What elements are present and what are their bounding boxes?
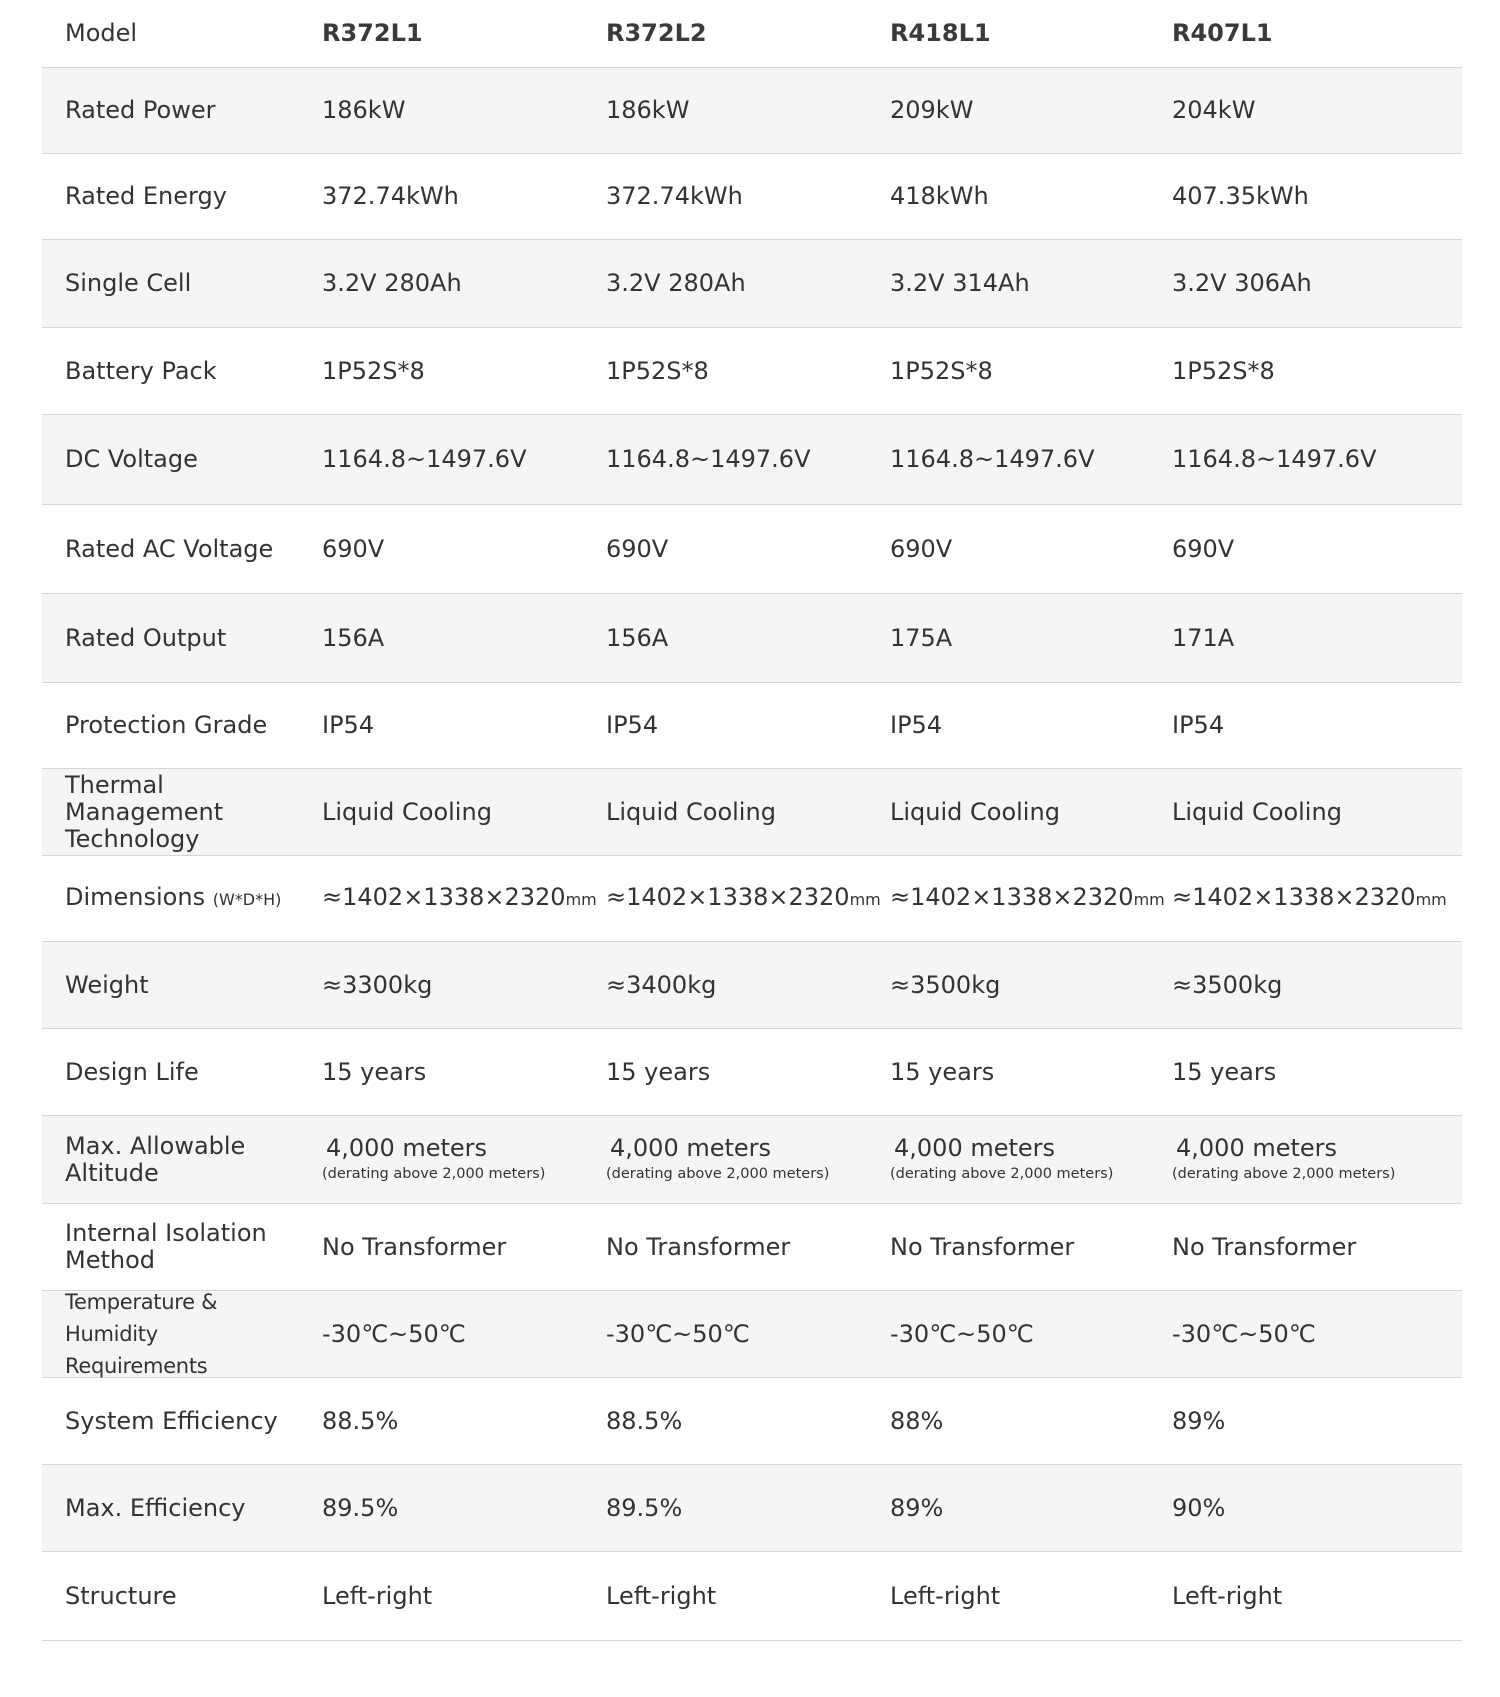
row-label: Rated Power (65, 96, 216, 124)
table-row (42, 1116, 1462, 1204)
cell-value: 4,000 meters (894, 1134, 1056, 1162)
row-label: Thermal Management Technology (65, 770, 224, 853)
cell-value: ≈3500kg (890, 970, 1001, 999)
cell-value: IP54 (1172, 711, 1225, 739)
row-label: Rated Energy (65, 182, 227, 210)
cell-value: 88% (890, 1406, 944, 1435)
row-label: Max. Allowable Altitude (65, 1131, 246, 1187)
row-label-cell (42, 884, 322, 913)
cell-value: -30℃~50℃ (1172, 1319, 1316, 1348)
table-row (42, 1465, 1462, 1552)
cell-value: 4,000 meters (1176, 1134, 1338, 1162)
unit-label: mm (849, 890, 881, 909)
cell-value-wrap (1172, 1135, 1462, 1184)
cell-value: 3.2V 314Ah (890, 269, 1030, 297)
cell-value: IP54 (890, 711, 943, 739)
table-row (42, 240, 1462, 328)
table-row (42, 328, 1462, 415)
table-row (42, 1552, 1462, 1641)
cell-value: 3.2V 306Ah (1172, 269, 1312, 297)
cell-value-wrap (890, 884, 1172, 913)
cell-value: Left-right (606, 1581, 717, 1610)
row-label: Design Life (65, 1057, 199, 1086)
row-label: Structure (65, 1581, 177, 1610)
cell-value: 372.74kWh (606, 182, 743, 210)
row-label: Single Cell (65, 269, 192, 297)
cell-value: 89.5% (322, 1493, 399, 1522)
cell-value: 204kW (1172, 96, 1256, 124)
cell-value: Liquid Cooling (322, 797, 492, 826)
cell-value: 171A (1172, 623, 1235, 652)
table-row (42, 415, 1462, 505)
cell-value: 4,000 meters (326, 1134, 488, 1162)
cell-value: ≈3300kg (322, 970, 433, 999)
table-row (42, 1029, 1462, 1116)
cell-value-wrap (606, 884, 890, 913)
cell-value-wrap (1172, 884, 1462, 913)
cell-value: 690V (890, 534, 953, 563)
cell-value: ≈1402×1338×2320 (606, 883, 850, 911)
cell-value: ≈3400kg (606, 970, 717, 999)
row-label: System Efficiency (65, 1406, 278, 1435)
unit-label: mm (1133, 890, 1165, 909)
table-row (42, 1291, 1462, 1378)
row-label: Rated Output (65, 623, 227, 652)
cell-value: 15 years (606, 1057, 711, 1086)
cell-value: 1P52S*8 (322, 356, 425, 385)
cell-value: 690V (1172, 534, 1235, 563)
cell-value: 1164.8~1497.6V (890, 445, 1095, 473)
cell-value: 1P52S*8 (606, 356, 709, 385)
table-row (42, 154, 1462, 240)
cell-value: 372.74kWh (322, 182, 459, 210)
table-row (42, 594, 1462, 683)
cell-value: 90% (1172, 1493, 1226, 1522)
table-row (42, 769, 1462, 856)
cell-value-wrap (606, 1135, 890, 1184)
cell-value: 418kWh (890, 182, 989, 210)
cell-value: 407.35kWh (1172, 182, 1309, 210)
cell-value: Left-right (890, 1581, 1001, 1610)
cell-value: 3.2V 280Ah (606, 269, 746, 297)
cell-value: Liquid Cooling (890, 797, 1060, 826)
cell-value: No Transformer (890, 1232, 1075, 1261)
cell-value: 1164.8~1497.6V (322, 445, 527, 473)
table-row (42, 505, 1462, 594)
cell-note: (derating above 2,000 meters) (322, 1166, 546, 1182)
cell-value: No Transformer (1172, 1232, 1357, 1261)
cell-value-wrap (322, 884, 606, 913)
cell-value: 690V (322, 534, 385, 563)
row-label: DC Voltage (65, 445, 198, 473)
cell-value: ≈3500kg (1172, 970, 1283, 999)
cell-note: (derating above 2,000 meters) (606, 1166, 830, 1182)
cell-value: 88.5% (322, 1406, 399, 1435)
cell-value: 690V (606, 534, 669, 563)
cell-value: ≈1402×1338×2320 (890, 883, 1134, 911)
cell-value: 186kW (606, 96, 690, 124)
cell-value: 89.5% (606, 1493, 683, 1522)
cell-value: Left-right (1172, 1581, 1283, 1610)
table-row (42, 1378, 1462, 1465)
cell-value: 209kW (890, 96, 974, 124)
cell-value: 3.2V 280Ah (322, 269, 462, 297)
cell-value: 1P52S*8 (890, 356, 993, 385)
cell-note: (derating above 2,000 meters) (890, 1166, 1114, 1182)
table-row (42, 68, 1462, 154)
model-name: R372L2 (606, 19, 707, 47)
cell-value: ≈1402×1338×2320 (1172, 883, 1416, 911)
cell-value: Liquid Cooling (1172, 797, 1342, 826)
table-row (42, 1204, 1462, 1291)
spec-table (42, 0, 1462, 1641)
cell-value: 186kW (322, 96, 406, 124)
header-row (42, 0, 1462, 68)
cell-value: 15 years (322, 1057, 427, 1086)
cell-value: 156A (606, 623, 669, 652)
cell-value: 4,000 meters (610, 1134, 772, 1162)
cell-value: Liquid Cooling (606, 797, 776, 826)
cell-value: 15 years (890, 1057, 995, 1086)
table-row (42, 683, 1462, 769)
cell-value: -30℃~50℃ (322, 1319, 466, 1348)
table-row (42, 942, 1462, 1029)
cell-value: No Transformer (606, 1232, 791, 1261)
cell-value: 1P52S*8 (1172, 356, 1275, 385)
cell-value: 156A (322, 623, 385, 652)
row-label: Internal Isolation Method (65, 1219, 267, 1274)
unit-label: mm (1415, 890, 1447, 909)
row-label: Temperature & Humidity Requirements (65, 1290, 218, 1378)
cell-value-wrap (322, 1135, 606, 1184)
table-row (42, 856, 1462, 942)
row-label-note: (W*D*H) (212, 890, 282, 909)
cell-value: Left-right (322, 1581, 433, 1610)
cell-value: 1164.8~1497.6V (1172, 445, 1377, 473)
cell-value: 175A (890, 623, 953, 652)
row-label: Rated AC Voltage (65, 534, 274, 563)
cell-value: -30℃~50℃ (606, 1319, 750, 1348)
cell-value: 89% (1172, 1406, 1226, 1435)
cell-value: 1164.8~1497.6V (606, 445, 811, 473)
cell-value: IP54 (606, 711, 659, 739)
row-label: Weight (65, 970, 149, 999)
cell-value: 89% (890, 1493, 944, 1522)
model-name: R372L1 (322, 19, 423, 47)
model-name: R407L1 (1172, 19, 1273, 47)
row-label: Dimensions (65, 883, 206, 911)
header-label: Model (65, 19, 138, 47)
row-label: Battery Pack (65, 356, 217, 385)
row-label: Protection Grade (65, 711, 268, 739)
cell-value: 15 years (1172, 1057, 1277, 1086)
cell-value-wrap (890, 1135, 1172, 1184)
cell-value: 88.5% (606, 1406, 683, 1435)
unit-label: mm (565, 890, 597, 909)
cell-value: IP54 (322, 711, 375, 739)
cell-note: (derating above 2,000 meters) (1172, 1166, 1396, 1182)
row-label: Max. Efficiency (65, 1493, 246, 1522)
model-name: R418L1 (890, 19, 991, 47)
cell-value: No Transformer (322, 1232, 507, 1261)
cell-value: -30℃~50℃ (890, 1319, 1034, 1348)
cell-value: ≈1402×1338×2320 (322, 883, 566, 911)
